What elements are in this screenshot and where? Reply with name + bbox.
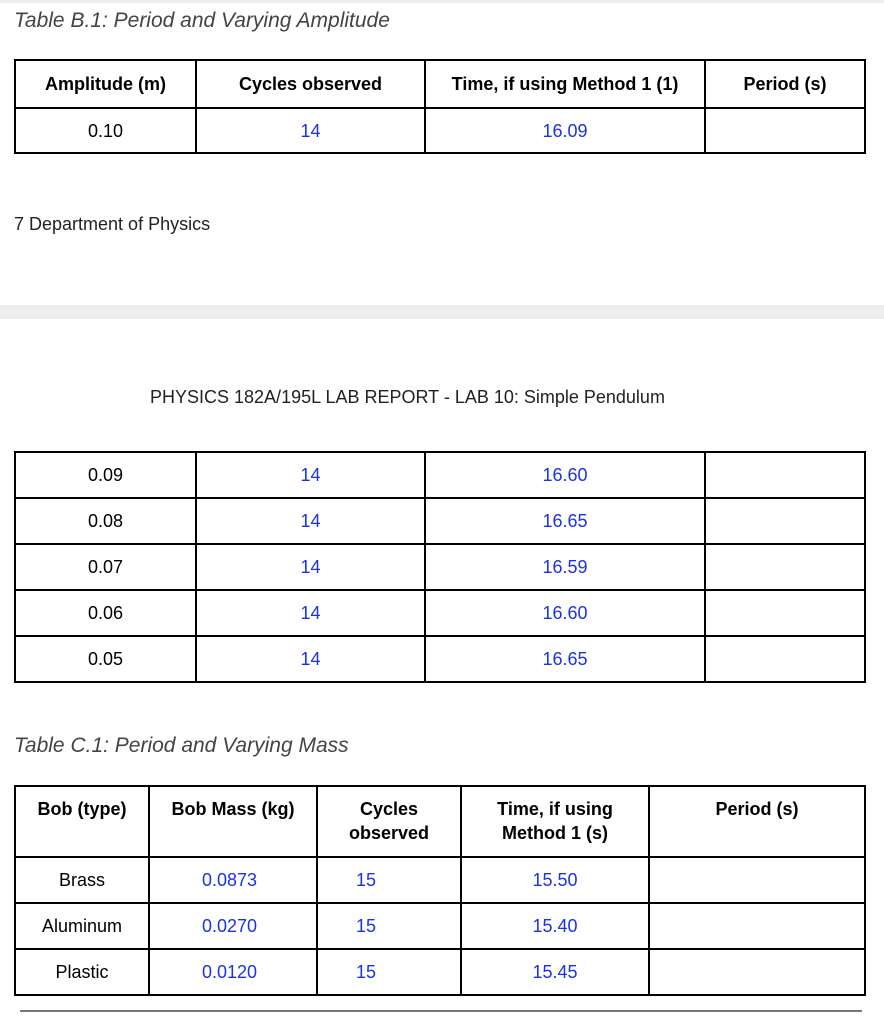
amplitude-cell: 0.06 [15,590,196,636]
table-row [15,857,865,903]
table-row [15,590,865,636]
amplitude-cell: 0.08 [15,498,196,544]
time-cell[interactable]: 16.09 [425,108,705,153]
period-cell[interactable] [705,108,865,153]
time-cell[interactable]: 15.40 [461,903,649,949]
period-cell[interactable] [649,857,865,903]
col-cycles-header: Cycles observed [317,786,461,857]
cycles-cell[interactable]: 14 [196,636,425,682]
cycles-cell[interactable]: 14 [196,498,425,544]
page-header: PHYSICS 182A/195L LAB REPORT - LAB 10: Simple Pendulum [150,387,665,407]
cycles-cell[interactable]: 14 [196,108,425,153]
time-cell[interactable]: 16.65 [425,636,705,682]
period-cell[interactable] [649,903,865,949]
table-b1-header-row [15,60,865,108]
table-row [15,452,865,498]
amplitude-cell: 0.05 [15,636,196,682]
table-row [15,636,865,682]
table-c1-caption: Table C.1: Period and Varying Mass [14,734,349,757]
table-row [15,949,865,995]
bob-mass-cell[interactable]: 0.0120 [149,949,317,995]
col-period-header: Period (s) [649,786,865,857]
page-footer: 7 Department of Physics [14,214,211,234]
bob-mass-cell[interactable]: 0.0270 [149,903,317,949]
bob-type-cell: Brass [15,857,149,903]
table-row [15,498,865,544]
amplitude-cell: 0.09 [15,452,196,498]
cycles-cell[interactable]: 15 [317,857,461,903]
period-cell[interactable] [705,590,865,636]
amplitude-cell: 0.07 [15,544,196,590]
horizontal-rule [20,1010,862,1012]
bob-type-cell: Plastic [15,949,149,995]
col-cycles-header: Cycles observed [196,60,425,108]
bob-type-cell: Aluminum [15,903,149,949]
table-row [15,903,865,949]
col-amplitude-header: Amplitude (m) [15,60,196,108]
period-cell[interactable] [649,949,865,995]
period-cell[interactable] [705,544,865,590]
table-c1 [14,785,866,996]
col-time-header: Time, if using Method 1 (1) [425,60,705,108]
cycles-cell[interactable]: 14 [196,590,425,636]
table-b1-caption: Table B.1: Period and Varying Amplitude [14,9,390,32]
cycles-cell[interactable]: 15 [317,903,461,949]
period-cell[interactable] [705,636,865,682]
time-cell[interactable]: 16.59 [425,544,705,590]
time-cell[interactable]: 16.60 [425,452,705,498]
amplitude-cell: 0.10 [15,108,196,153]
table-row [15,108,865,153]
page-break [0,305,884,319]
time-cell[interactable]: 15.50 [461,857,649,903]
cycles-cell[interactable]: 14 [196,544,425,590]
period-cell[interactable] [705,452,865,498]
table-c1-header-row [15,786,865,857]
cycles-cell[interactable]: 15 [317,949,461,995]
col-period-header: Period (s) [705,60,865,108]
time-cell[interactable]: 16.60 [425,590,705,636]
time-cell[interactable]: 16.65 [425,498,705,544]
col-bob-mass-header: Bob Mass (kg) [149,786,317,857]
bob-mass-cell[interactable]: 0.0873 [149,857,317,903]
table-row [15,544,865,590]
time-cell[interactable]: 15.45 [461,949,649,995]
page-top-edge [0,0,884,3]
cycles-cell[interactable]: 14 [196,452,425,498]
table-b1 [14,59,866,154]
table-b1-continued [14,451,866,683]
period-cell[interactable] [705,498,865,544]
col-time-header: Time, if using Method 1 (s) [461,786,649,857]
col-bob-type-header: Bob (type) [15,786,149,857]
